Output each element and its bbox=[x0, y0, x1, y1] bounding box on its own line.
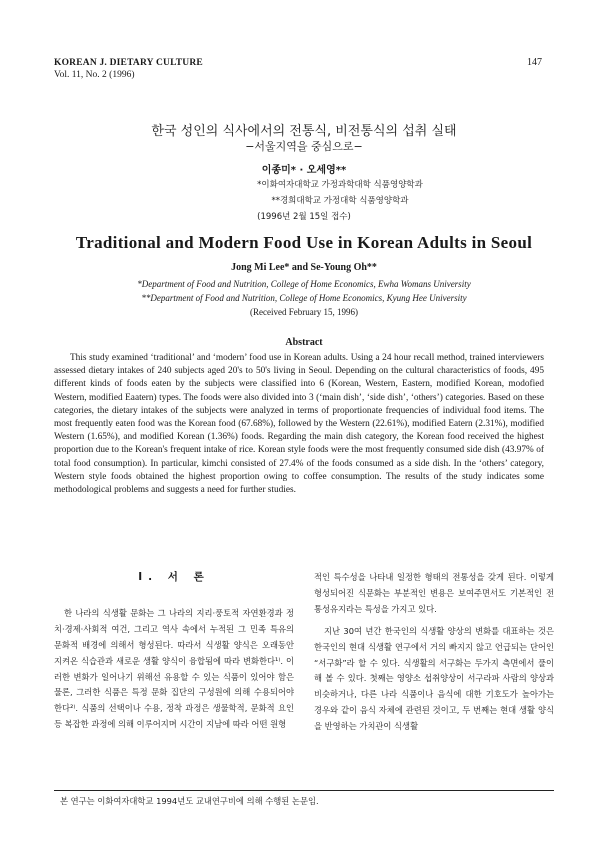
journal-header bbox=[54, 57, 203, 81]
footnote-divider bbox=[54, 790, 554, 791]
english-received-date: (Received February 15, 1996) bbox=[250, 307, 358, 317]
korean-affiliation-1: *이화여자대학교 가정과학대학 식품영양학과 bbox=[257, 180, 423, 190]
english-affiliation-1: *Department of Food and Nutrition, College of Home Economics, Ewha Womans University bbox=[137, 279, 471, 289]
journal-name: KOREAN J. DIETARY CULTURE bbox=[54, 58, 203, 68]
abstract-heading: Abstract bbox=[285, 337, 323, 348]
intro-paragraph-2: 지난 30여 년간 한국인의 식생활 양상의 변화를 대표하는 것은 한국인의 현대 식생활 연구에서 거의 빠지지 않고 언급되는 단어인 “서구화”라 할 수 있다. 식생활의 서구화는 두가지 측면에서 풀이해 볼 수 있다. 첫째는 영양소 섭취양상이 서구라파 사람의 양상과 비슷하거나, 다른 나라 식품이나 음식에 대한 기호도가 높아가는 경우와 같이 음식 자체에 관련된 것이고, 두 번째는 현대 생활 양식을 반영하는 가치관이 식생활 bbox=[314, 625, 554, 732]
intro-paragraph-1: 한 나라의 식생활 문화는 그 나라의 지리·풍토적 자연환경과 정치·경제·사회적 여건, 그리고 역사 속에서 누적된 그 민족 특유의 문화적 배경에 의해서 형성된다. 따라서 식생활 양식은 오래동안 지켜온 식습관과 새로운 생활 양식이 융합됨에 따라 변화한다¹⁾. 이러한 변화가 일어나기 위해선 유용할 수 있는 식품이 있어야 함은 물론, 그러한 식품은 특정 문화 집단의 구성원에 의해 수용되어야 한다²⁾. 식품의 선택이나 수용, 정착 과정은 생물학적, 문화적 요인 등 복잡한 과정에 의해 이루어지며 시간이 지남에 따라 어떤 원형 bbox=[54, 607, 294, 730]
english-affiliation-2: **Department of Food and Nutrition, College of Home Economics, Kyung Hee University bbox=[141, 293, 467, 303]
korean-authors: 이종미* · 오세영** bbox=[261, 165, 347, 176]
english-title: Traditional and Modern Food Use in Korean Adults in Seoul bbox=[75, 233, 533, 252]
intro-paragraph-1-continued: 적인 특수성을 나타내 일정한 형태의 전통성을 갖게 된다. 이렇게 형성되어진 식문화는 부분적인 변용은 보여주면서도 기본적인 전통성유지라는 특성을 가지고 있다. bbox=[314, 572, 554, 614]
journal-volume: Vol. 11, No. 2 (1996) bbox=[54, 70, 135, 80]
section-heading-introduction: I. 서 론 bbox=[138, 571, 210, 583]
english-authors: Jong Mi Lee* and Se-Young Oh** bbox=[231, 262, 377, 273]
korean-title: 한국 성인의 식사에서의 전통식, 비전통식의 섭취 실태 bbox=[151, 124, 457, 139]
funding-footnote: 본 연구는 이화여자대학교 1994년도 교내연구비에 의해 수행된 논문임. bbox=[60, 796, 319, 806]
korean-subtitle: −서울지역을 중심으로− bbox=[245, 140, 363, 153]
korean-received-date: (1996년 2월 15일 접수) bbox=[257, 212, 351, 222]
body-left-column bbox=[54, 570, 294, 733]
abstract-text: This study examined ‘traditional’ and ‘modern’ food use in Korean adults. Using a 24 hour recall method, trained interviewers assessed dietary intakes of 240 subjects aged 20's to 50's living in Seoul. Depending on the cultural characteristics of foods, 495 different kinds of foods eaten by the subjects were classified into 6 (Korean, Western, Eastern, modified Korean, modofied Western, modified Eaatern) types. The foods were also divided into 3 (‘main dish’, ‘side dish’, ‘others’) categories. Based on these categories, the dietary intakes of the subjects were analyzed in terms of proportionate frequencies of individual food items. The most frequently eaten food was the Korean food (67.68%), followed by the Western (22.61%), modified Eatern (2.31%), modified Western (1.65%), and modified Korean (1.36%) foods. Regarding the main dish category, the Korean food received the highest proportion due to the Korean's frequent intake of rice. Korean style foods were the most frequently consumed side dish (43.97% of total food consumption). In particular, kimchi consisted of 27.4% of the foods consumed as a side dish. In the ‘others’ category, Western style foods obtained the highest proportion owing to coffee consumption. The results of the study indicates some methodological problems and suggests a need for further studies. bbox=[54, 353, 544, 496]
page-number: 147 bbox=[527, 57, 542, 68]
korean-affiliation-2: **경희대학교 가정대학 식품영양학과 bbox=[271, 196, 409, 206]
body-right-column bbox=[314, 570, 554, 735]
